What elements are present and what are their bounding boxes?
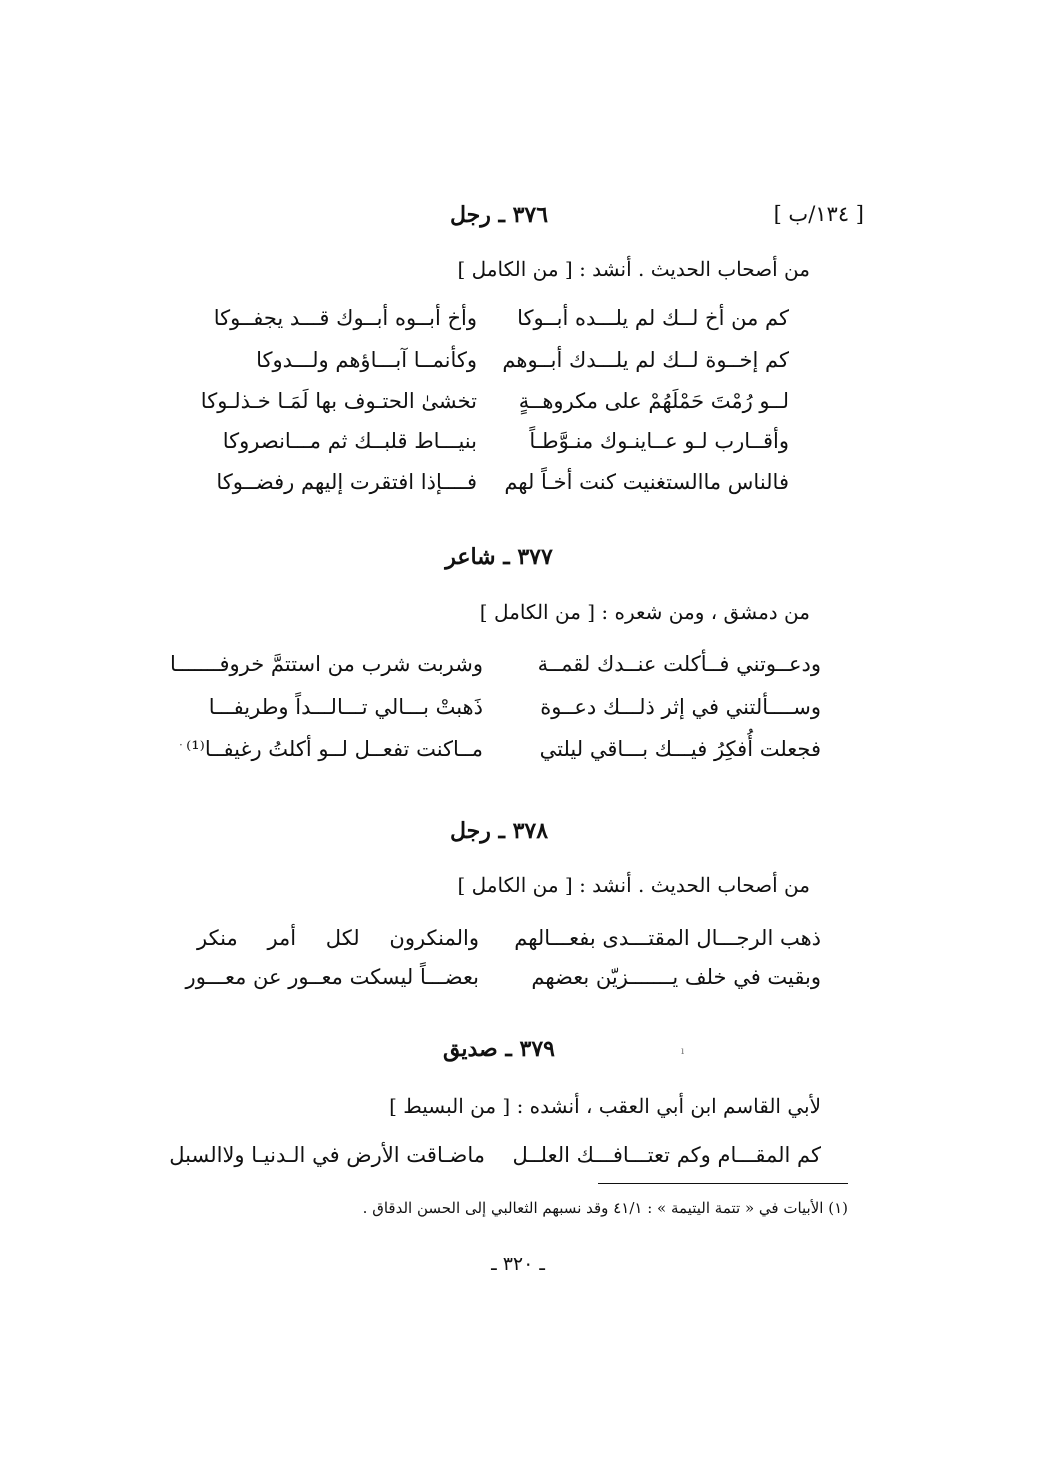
verse-first-hemistich: ذهب الرجـــال المقتـــدى بفعـــالهم bbox=[514, 926, 821, 950]
footnote-separator bbox=[598, 1183, 848, 1184]
section-heading-378: ٣٧٨ ـ رجل bbox=[449, 818, 549, 844]
dot-mark: ı bbox=[681, 1046, 685, 1057]
verse-first-hemistich: كم من أخ لــك لم يلـــده أبــوكا bbox=[517, 306, 789, 330]
verse-second-hemistich: وأخ أبــوه أبــوك قـــد يجفــوكا bbox=[213, 306, 477, 330]
section-intro-379: لأبي القاسم ابن أبي العقب ، أنشده : [ من البسيط ] bbox=[389, 1094, 821, 1118]
verse-first-hemistich: كم إخــوة لــك لم يلـــدك أبــوهم bbox=[502, 348, 789, 372]
verse-second-hemistich: بنيـــاط قلبــك ثم مـــانصروكا bbox=[222, 429, 477, 453]
verse-second-hemistich: ذَهبتْ بـــالي تـــالـــداً وطريفـــا bbox=[208, 695, 483, 719]
verse-first-hemistich: وبقيت في خلف يـــــــزيّن بعضهم bbox=[531, 965, 821, 989]
section-intro-377: من دمشق ، ومن شعره : [ من الكامل ] bbox=[479, 600, 810, 624]
verse-first-hemistich: فجعلت أُفكِرُ فيـــك بـــاقي ليلتي bbox=[539, 737, 821, 761]
verse-second-hemistich: تخشىٰ الحتـوف بها لَمَـا خـذلـوكا bbox=[200, 389, 477, 413]
page-number: ـ ٣٢٠ ـ bbox=[491, 1253, 545, 1275]
section-intro-376: من أصحاب الحديث . أنشد : [ من الكامل ] bbox=[457, 257, 810, 281]
verse-second-hemistich: فــــإذا افتقرت إليهم رفضــوكا bbox=[216, 470, 477, 494]
verse-first-hemistich: فالناس ماالستغنيت كنت أخـاً لهم bbox=[504, 470, 789, 494]
verse-second-hemistich: مــاكنت تفعــل لــو أكلتُ رغيفــا⁽¹⁾ bbox=[186, 737, 483, 761]
stray-mark: · bbox=[179, 738, 183, 752]
verse-first-hemistich: لــو رُمْتَ حَمْلَهُمْ على مكروهــةٍ bbox=[518, 389, 789, 413]
section-heading-376: ٣٧٦ ـ رجل bbox=[449, 202, 549, 228]
verse-second-hemistich: والمنكرون لكل أمر منكر bbox=[197, 926, 479, 950]
verse-first-hemistich: ودعــوتني فــأكلت عنــدك لقمــة bbox=[537, 652, 821, 676]
section-heading-377: ٣٧٧ ـ شاعر bbox=[445, 544, 553, 570]
folio-marker: [ ١٣٤/ب ] bbox=[773, 202, 864, 226]
verse-first-hemistich: وســــألتني في إثر ذلـــك دعــوة bbox=[540, 695, 821, 719]
verse-second-hemistich: ماضـاقت الأرض في الـدنيـا ولاالسبل bbox=[169, 1143, 485, 1167]
verse-first-hemistich: كم المقـــام وكم تعتـــافـــك العلــل bbox=[512, 1143, 821, 1167]
verse-second-hemistich: بعضـــاً ليسكت معــور عن معـــور bbox=[185, 965, 479, 989]
section-intro-378: من أصحاب الحديث . أنشد : [ من الكامل ] bbox=[457, 873, 810, 897]
verse-first-hemistich: وأقــارب لـو عــاينـوك منـوَّطـاً bbox=[529, 429, 789, 453]
footnote: (١) الأبيات في « تتمة اليتيمة » : ٤١/١ وقد نسبهم الثعالبي إلى الحسن الدقاق . bbox=[362, 1199, 848, 1217]
section-heading-379: ٣٧٩ ـ صديق bbox=[443, 1036, 555, 1062]
verse-second-hemistich: وكأنمــا آبـــاؤهم ولـــدوكا bbox=[256, 348, 477, 372]
verse-second-hemistich: وشربت شرب من استتمَّ خروفـــــــا bbox=[170, 652, 483, 676]
